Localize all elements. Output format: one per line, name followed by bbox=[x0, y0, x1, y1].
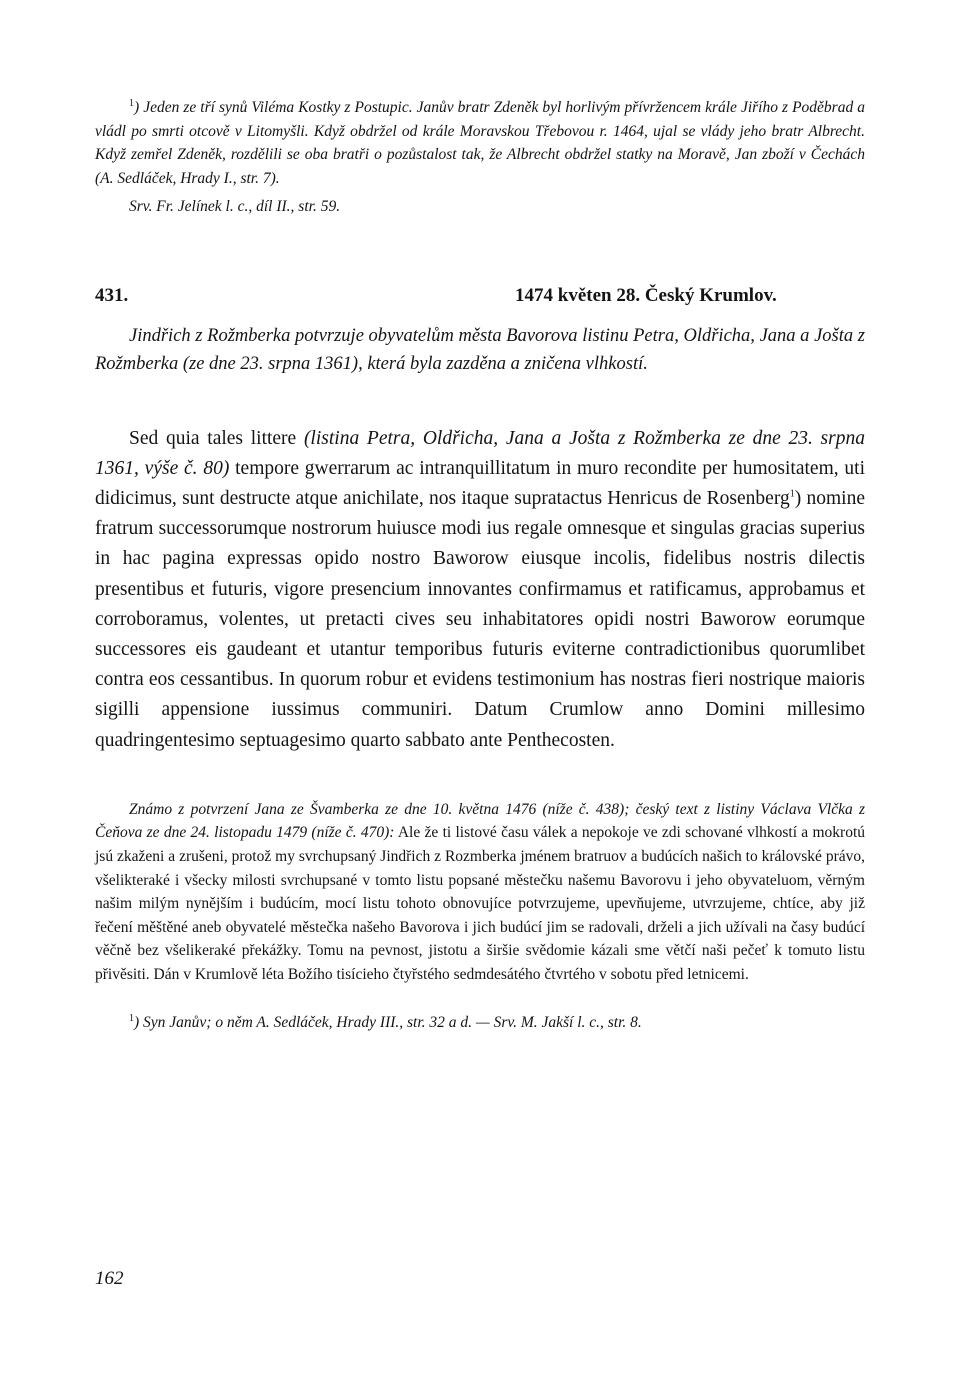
czech-text-note bbox=[95, 798, 865, 987]
top-footnote-reference: Srv. Fr. Jelínek l. c., díl II., str. 59. bbox=[129, 198, 341, 215]
page-number: 162 bbox=[95, 1268, 124, 1289]
document-regest: Jindřich z Rožmberka potvrzuje obyvatelům města Bavorova listinu Petra, Oldřicha, Jana a Jošta z Rožmberka (ze dne 23. srpna 1361), která byla zazděna a zničena vlhkostí. bbox=[95, 325, 865, 374]
note-intro: Známo z potvrzení Jana ze Švamberka ze dne 10. května 1476 (níže č. 438); český text z listiny Václava Vlčka z Čeňova ze dne 24. listopadu 1479 (níže č. 470): bbox=[95, 800, 865, 842]
top-footnote bbox=[95, 96, 865, 219]
top-footnote-text: $^1$) Jeden ze tří synů Viléma Kostky z Postupic. Janův bratr Zdeněk byl horlivým přívržencem krále Jiřího z Poděbrad a vládl po smrti otcově v Litomyšli. Když obdržel od krále Moravskou Třebovou r. 1464, ujal se vlády jeho bratr Albrecht. Když zemřel Zdeněk, rozdělili se oba bratři o pozůstalost tak, že Albrecht obdržel statky na Moravě, Jan zboží v Čechách (A. Sedláček, Hrady I., str. 7). bbox=[95, 97, 865, 187]
page-content bbox=[95, 96, 865, 1035]
document-date-place: 1474 květen 28. Český Krumlov. bbox=[515, 284, 777, 306]
latin-text: Sed quia tales littere (listina Petra, Oldřicha, Jana a Jošta z Rožmberka ze dne 23. srpna 1361, výše č. 80) tempore gwerrarum ac intranquillitatum in muro recondite per humositatem, uti didicimus, sunt destructe atque anichilate, nos itaque supratactus Henricus de Rosenberg$^1$) nomine fratrum successorumque nostrorum huiusce modi ius regale omnesque et singulas gracias superius in hac pagina expressas opido nostro Baworow eiusque incolis, fidelibus nostris dilectis presentibus et futuris, vigore presencium innovantes confirmamus et ratificamus, approbamus et corroboramus, volentes, ut pretacti cives seu inhabitatores opidi nostri Baworow eorumque successores eis gaudeant et utantur temporibus futuris eviterne contradictionibus quorumlibet contra eos cessantibus. In quorum robur et evidens testimonium has nostras fieri nostrique maioris sigilli appensione iussimus communiri. Datum Crumlow anno Domini millesimo quadringentesimo septuagesimo quarto sabbato ante Penthecosten. bbox=[95, 427, 866, 751]
document-header bbox=[95, 285, 865, 307]
czech-text: Ale že ti listové času válek a nepokoje ve zdi schované vlhkostí a mokrotú jsú zkaženi a zrušeni, protož my svrchupsaný Jindřich z Rozmberka jménem bratruov a budúcích našich to královské právo, všelikteraké i všecky milosti svrchupsané v tomto listu popsané městečku našemu Bavorovu i jeho obyvateluom, věrným našim milým nynějším i budúcím, mocí listu tohoto obnovujíce potvrzujeme, upevňujeme, utvrzujeme, chtíce, aby již řečení měštěné aneb obyvatelé městečka našeho Bavorova i jich budúcí jim se radovali, drželi a jich užívali na časy budúcí věčně bez všelikeraké překážky. Tomu na pevnost, jistotu a širšie svědomie kázali sme větčí naši pečeť k tomuto listu přivěsiti. Dán v Krumlově léta Božího tisícieho čtyřstého sedmdesátého čtvrtého v sobotu před letnicemi. bbox=[95, 824, 865, 983]
footnote-marker: 1 bbox=[129, 1013, 134, 1025]
bottom-footnote: $^1$) Syn Janův; o něm A. Sedláček, Hrady III., str. 32 a d. — Srv. M. Jakší l. c., str. 8. bbox=[129, 1013, 642, 1032]
editorial-insert: (listina Petra, Oldřicha, Jana a Jošta z Rožmberka ze dne 23. srpna 1361, výše č. 80) bbox=[95, 427, 865, 479]
document-number: 431. bbox=[95, 284, 129, 306]
footnote-marker: 1 bbox=[789, 488, 795, 500]
footnote-marker: 1 bbox=[129, 97, 134, 109]
